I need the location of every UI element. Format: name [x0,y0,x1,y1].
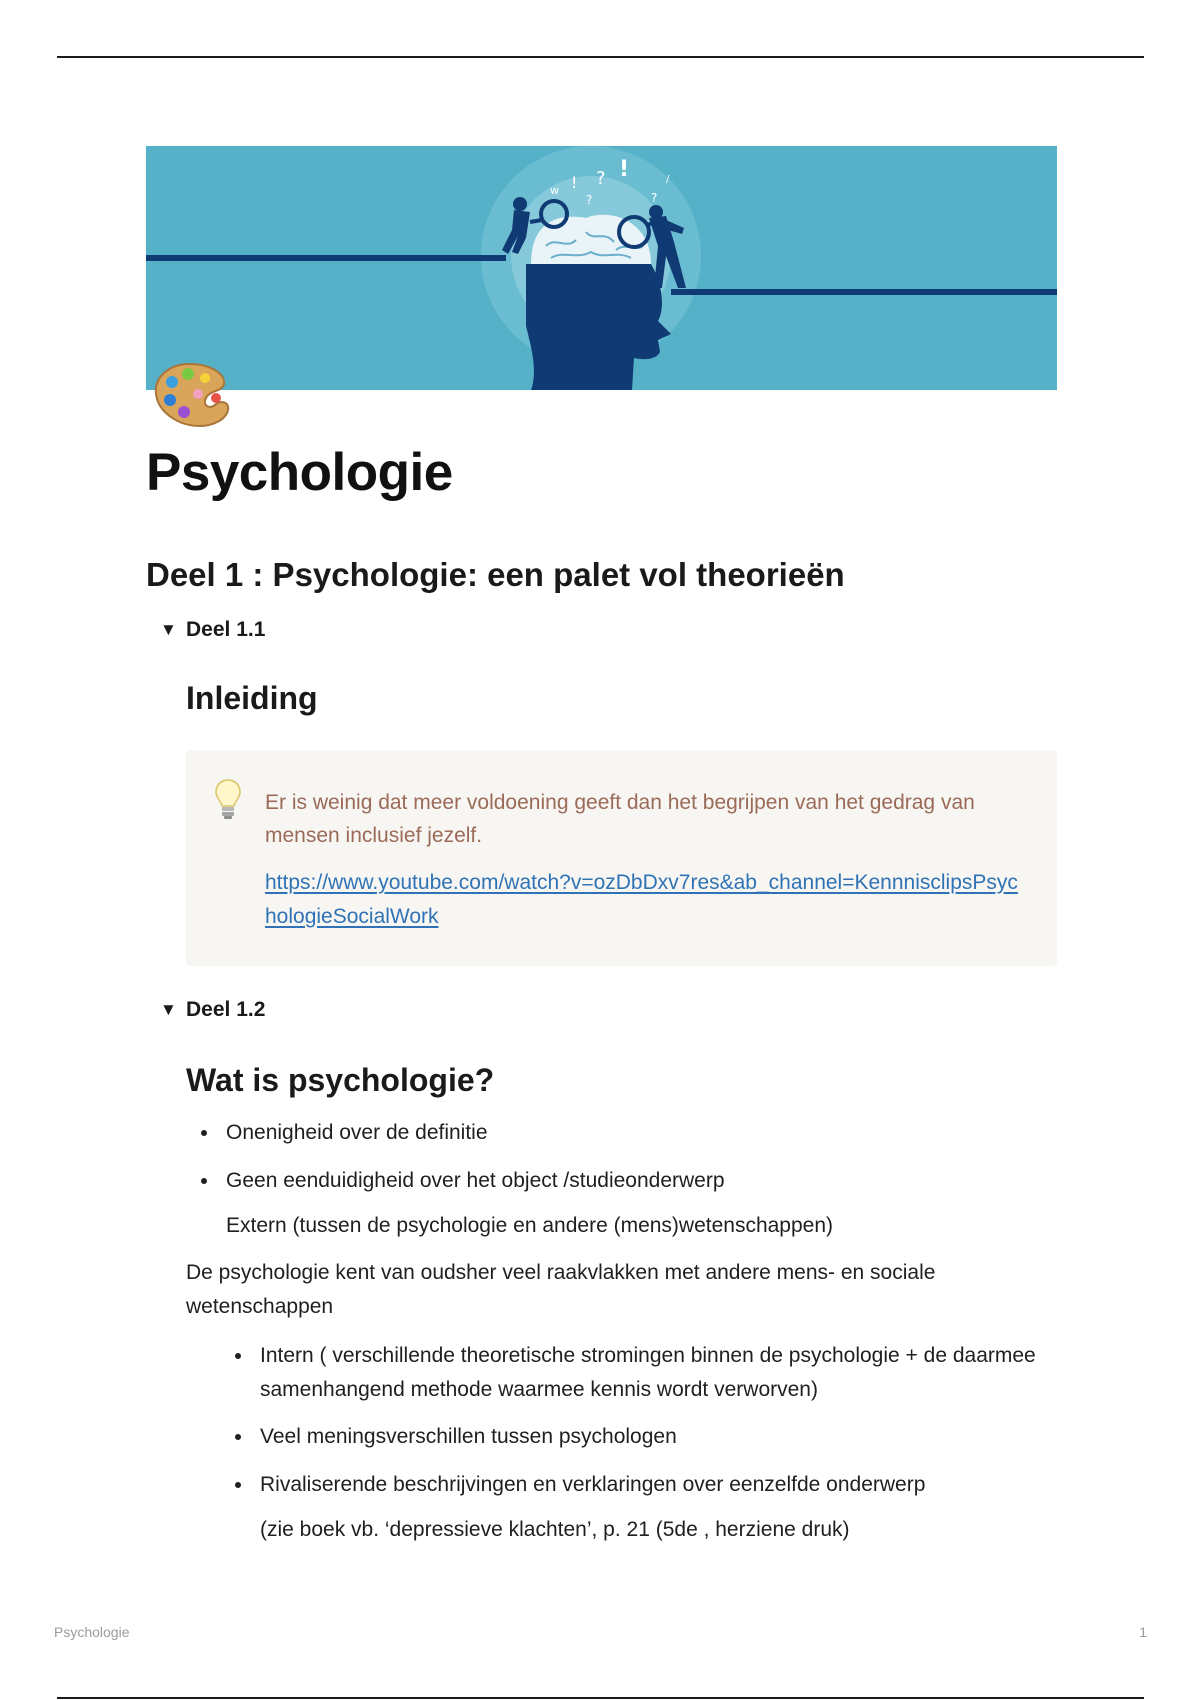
bullet-icon [235,1353,241,1359]
toggle-label: Deel 1.1 [186,618,266,641]
bullet-icon [201,1178,207,1184]
triangle-down-icon[interactable]: ▼ [160,620,177,639]
youtube-link[interactable]: https://www.youtube.com/watch?v=ozDbDxv7res&ab_channel=KennnisclipsPsychologieSocialWork [265,871,1018,928]
svg-text:?: ? [651,191,658,205]
bullet-icon [235,1434,241,1440]
section-heading: Deel 1 : Psychologie: een palet vol theorieën [146,556,845,593]
lightbulb-icon [214,778,242,820]
heading-wat-is-psychologie: Wat is psychologie? [186,1062,495,1098]
toggle-deel-1-1[interactable] [160,618,265,642]
footer-title: Psychologie [54,1624,130,1640]
bullet-subtext: Extern (tussen de psychologie en andere (mens)wetenschappen) [226,1214,834,1237]
top-rule [57,56,1144,58]
list-item: Veel meningsverschillen tussen psychologen [260,1420,1060,1454]
svg-text:?: ? [586,193,593,207]
artist-palette-icon[interactable] [150,360,234,432]
list-item: Intern ( verschillende theoretische stromingen binnen de psychologie + de daarmee samenhangend methode waarmee kennis wordt verworven) [260,1339,1060,1407]
bottom-rule [57,1697,1144,1699]
page-number: 1 [1139,1624,1147,1640]
page-title: Psychologie [146,443,453,502]
list-item-note: (zie boek vb. ‘depressieve klachten’, p. 21 (5de , herziene druk) [260,1518,850,1541]
svg-text:!: ! [619,157,630,182]
svg-text:/: / [666,174,670,185]
list-item: Onenigheid over de definitie [226,1116,1046,1150]
callout-text: Er is weinig dat meer voldoening geeft dan het begrijpen van het gedrag van mensen inclusief jezelf. [265,791,975,847]
svg-text:w: w [550,184,559,197]
callout [186,750,1057,966]
svg-text:?: ? [596,168,606,189]
bullet-icon [201,1130,207,1136]
toggle-label: Deel 1.2 [186,998,266,1021]
bullet-icon [235,1482,241,1488]
heading-inleiding: Inleiding [186,680,318,716]
list-item: Geen eenduidigheid over het object /studieonderwerp [226,1164,1046,1198]
list-item: Rivaliserende beschrijvingen en verklaringen over eenzelfde onderwerp [260,1468,1060,1502]
cover-image [146,146,1057,390]
paragraph: De psychologie kent van oudsher veel raakvlakken met andere mens- en sociale wetenschappen [186,1261,936,1318]
toggle-deel-1-2[interactable] [160,998,265,1022]
svg-text:!: ! [571,173,578,192]
triangle-down-icon[interactable]: ▼ [160,1000,177,1019]
